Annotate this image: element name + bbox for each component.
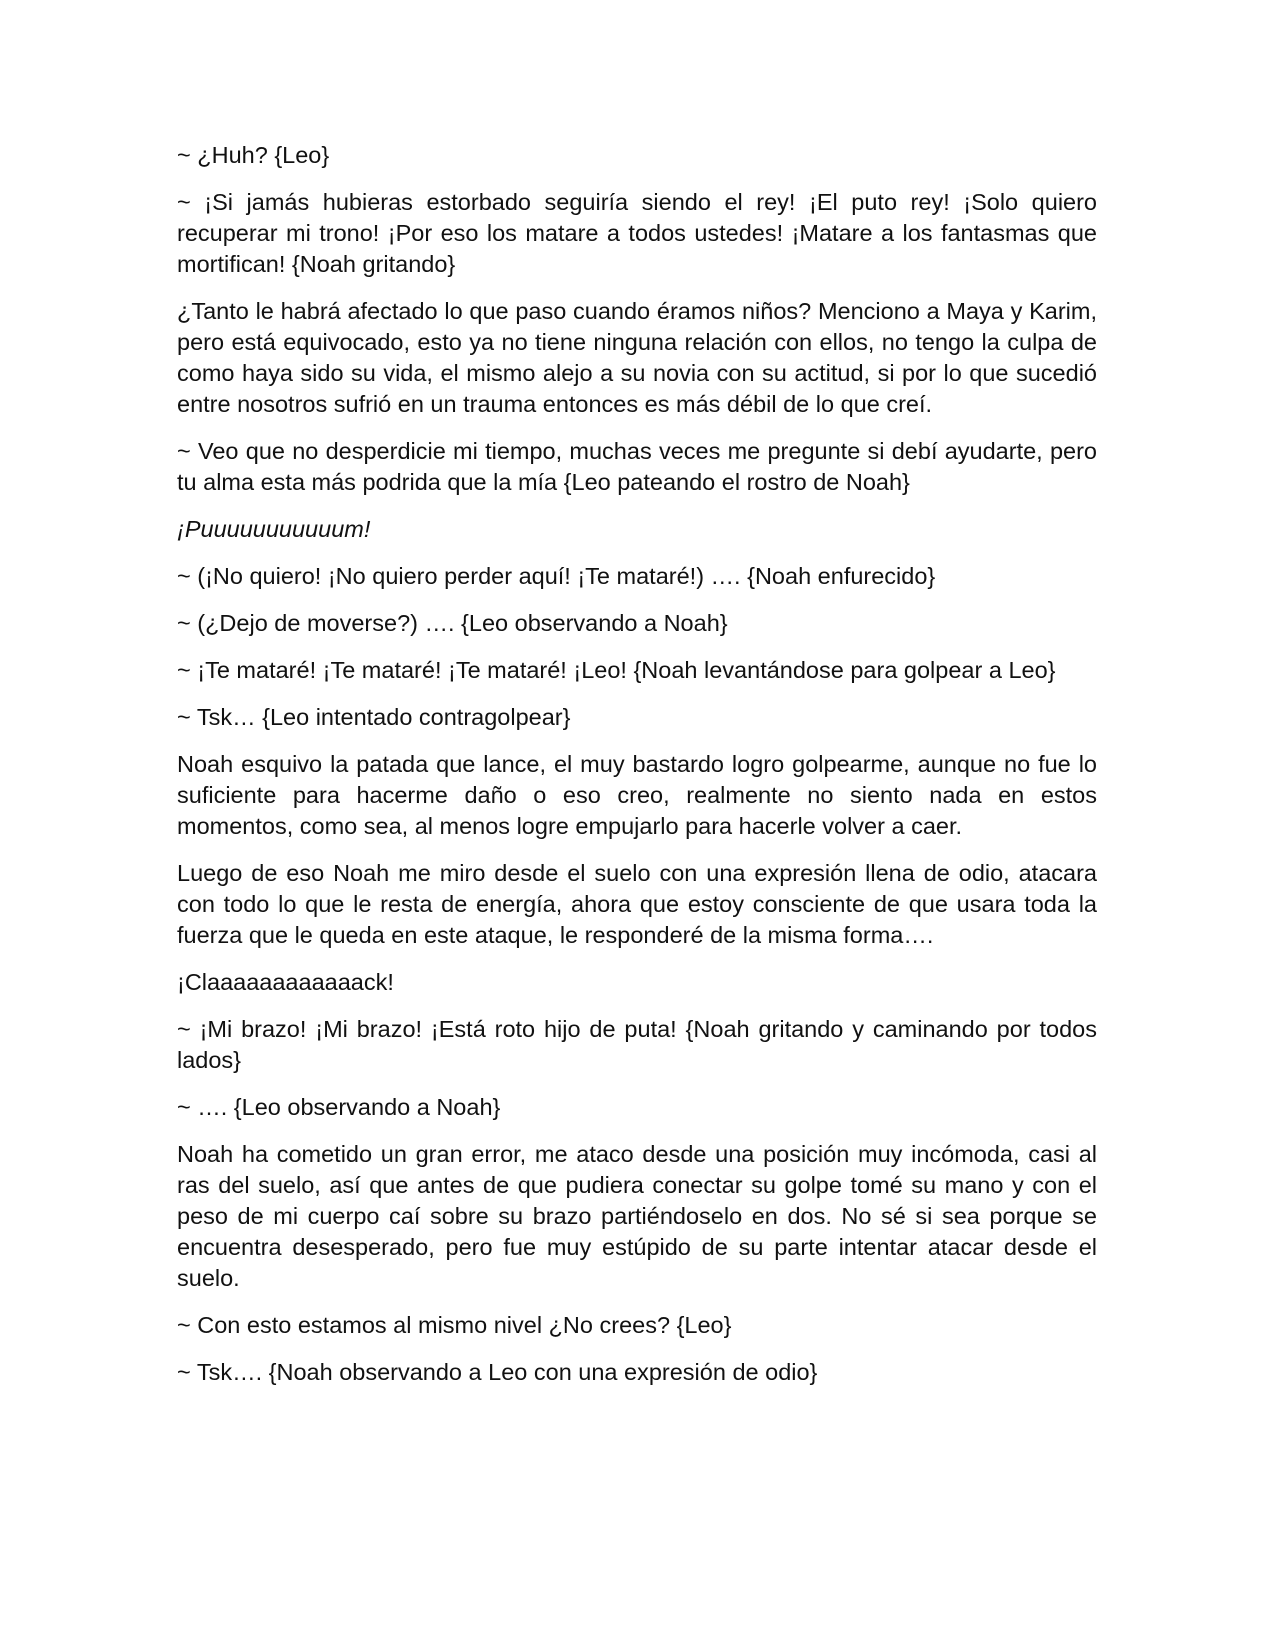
dialogue-line: ~ Veo que no desperdicie mi tiempo, muchas veces me pregunte si debí ayudarte, pero tu alma esta más podrida que la mía {Leo pateando el rostro de Noah} (177, 438, 1097, 495)
narration-paragraph: Noah esquivo la patada que lance, el muy bastardo logro golpearme, aunque no fue lo suficiente para hacerme daño o eso creo, realmente no siento nada en estos momentos, como sea, al menos logre empujarlo para hacerle volver a caer. (177, 751, 1097, 839)
dialogue-line: ~ Con esto estamos al mismo nivel ¿No crees? {Leo} (177, 1312, 732, 1338)
dialogue-line: ~ ¡Si jamás hubieras estorbado seguiría siendo el rey! ¡El puto rey! ¡Solo quiero recuperar mi trono! ¡Por eso los matare a todos ustedes! ¡Matare a los fantasmas que mortifican! {Noah gritando} (177, 189, 1097, 277)
dialogue-line: ~ Tsk… {Leo intentado contragolpear} (177, 704, 571, 730)
dialogue-line: ~ (¡No quiero! ¡No quiero perder aquí! ¡Te mataré!) …. {Noah enfurecido} (177, 563, 936, 589)
dialogue-line: ~ ¿Huh? {Leo} (177, 142, 330, 168)
document-page (177, 140, 1097, 1404)
dialogue-line: ~ Tsk…. {Noah observando a Leo con una expresión de odio} (177, 1359, 818, 1385)
dialogue-line: ~ ¡Te mataré! ¡Te mataré! ¡Te mataré! ¡Leo! {Noah levantándose para golpear a Leo} (177, 657, 1056, 683)
narration-paragraph: Luego de eso Noah me miro desde el suelo con una expresión llena de odio, atacara con todo lo que le resta de energía, ahora que estoy consciente de que usara toda la fuerza que le queda en este ataque, le responderé de la misma forma…. (177, 860, 1097, 948)
dialogue-line: ~ (¿Dejo de moverse?) …. {Leo observando a Noah} (177, 610, 728, 636)
dialogue-line: ~ …. {Leo observando a Noah} (177, 1094, 501, 1120)
narration-paragraph: Noah ha cometido un gran error, me ataco desde una posición muy incómoda, casi al ras del suelo, así que antes de que pudiera conectar su golpe tomé su mano y con el peso de mi cuerpo caí sobre su brazo partiéndoselo en dos. No sé si sea porque se encuentra desesperado, pero fue muy estúpido de su parte intentar atacar desde el suelo. (177, 1141, 1097, 1291)
narration-paragraph: ¿Tanto le habrá afectado lo que paso cuando éramos niños? Menciono a Maya y Karim, pero está equivocado, esto ya no tiene ninguna relación con ellos, no tengo la culpa de como haya sido su vida, el mismo alejo a su novia con su actitud, si por lo que sucedió entre nosotros sufrió en un trauma entonces es más débil de lo que creí. (177, 298, 1097, 417)
sound-effect: ¡Puuuuuuuuuuum! (177, 516, 371, 542)
sound-effect: ¡Claaaaaaaaaaaack! (177, 969, 394, 995)
dialogue-line: ~ ¡Mi brazo! ¡Mi brazo! ¡Está roto hijo de puta! {Noah gritando y caminando por todos lados} (177, 1016, 1097, 1073)
